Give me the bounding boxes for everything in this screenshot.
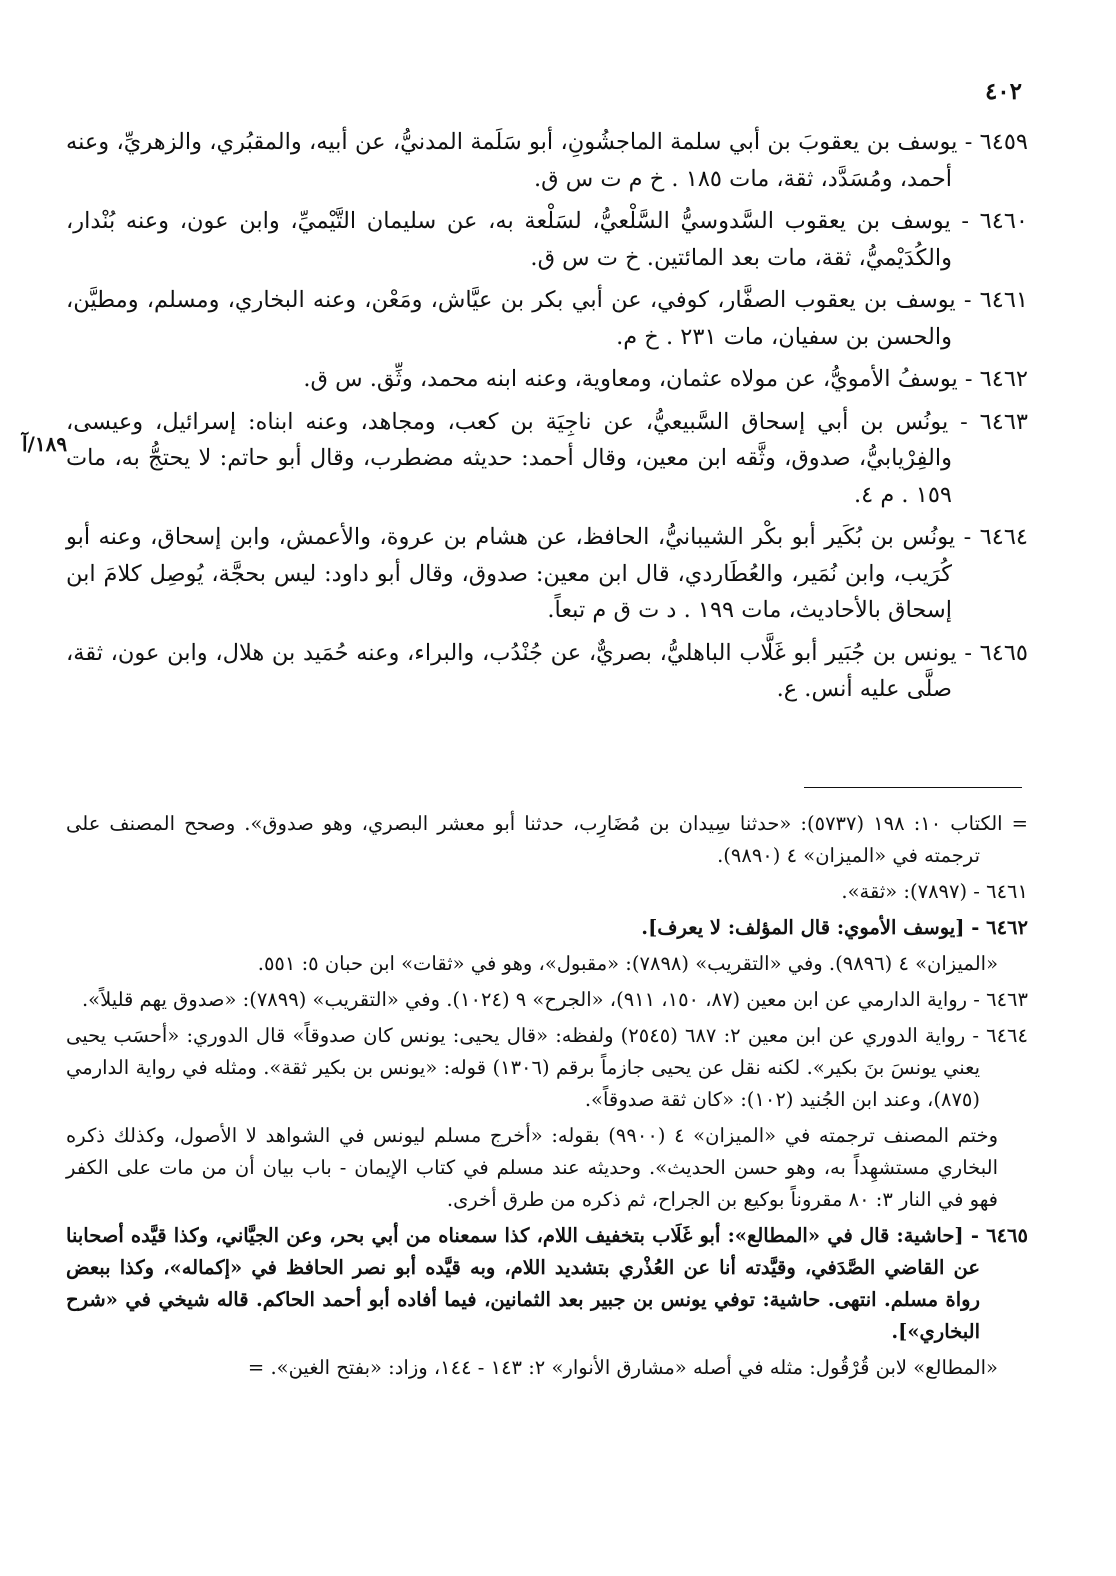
footnote-6462: ٦٤٦٢ - [يوسف الأموي: قال المؤلف: لا يعرف]. [641, 916, 1028, 939]
footnote-continued: = الكتاب ١٠: ١٩٨ (٥٧٣٧): «حدثنا سِيدان بن مُضَارِب، حدثنا أبو معشر البصري، وهو صدوق». وصحح المصنف على ترجمته في «الميزان» ٤ (٩٨٩٠). [66, 812, 1028, 867]
footnote-6465: ٦٤٦٥ - [حاشية: قال في «المطالع»: أبو غَلَاب بتخفيف اللام، كذا سمعناه من أبي بحر، وعن الجيَّاني، وكذا قيَّده أصحابنا عن القاضي الصَّدَفي، وقيَّدته أنا عن العُذْري بتشديد اللام، وبه قيَّده أبو نصر الحافظ في «إكماله»، وكذا ببعض رواة مسلم. انتهى. حاشية: توفي يونس بن جبير بعد الثمانين، فيما أفاده أبو أحمد الحاكم. قاله شيخي في «شرح البخاري»]. [66, 1224, 1028, 1343]
entry-6461: ٦٤٦١ - يوسف بن يعقوب الصفَّار، كوفي، عن أبي بكر بن عيَّاش، ومَعْن، وعنه البخاري، ومسلم، ومطيَّن، والحسن بن سفيان، مات ٢٣١ . خ م. [66, 287, 1028, 350]
entry-6462: ٦٤٦٢ - يوسفُ الأمويُّ، عن مولاه عثمان، ومعاوية، وعنه ابنه محمد، وثِّق. س ق. [303, 366, 1028, 392]
footnote-6463: ٦٤٦٣ - رواية الدارمي عن ابن معين (٨٧، ١٥٠، ٩١١)، «الجرح» ٩ (١٠٢٤). وفي «التقريب» (٧٨٩٩): «صدوق يهم قليلاً». [81, 988, 1028, 1011]
footnote-6464-continued: وختم المصنف ترجمته في «الميزان» ٤ (٩٩٠٠) بقوله: «أخرج مسلم ليونس في الشواهد لا الأصول، وكذلك ذكره البخاري مستشهِداً به، وهو حسن الحديث». وحديثه عند مسلم في كتاب الإيمان - باب بيان أن من مات على الكفر فهو في النار ٣: ٨٠ مقروناً بوكيع بن الجراح، ثم ذكره من طرق أخرى. [66, 1124, 998, 1211]
footnote-6461: ٦٤٦١ - (٧٨٩٧): «ثقة». [841, 880, 1028, 903]
footnote-6465-sources: «المطالع» لابن قُرْقُول: مثله في أصله «مشارق الأنوار» ٢: ١٤٣ - ١٤٤، وزاد: «بفتح الغين». = [247, 1356, 998, 1379]
footnote-6464: ٦٤٦٤ - رواية الدوري عن ابن معين ٢: ٦٨٧ (٢٥٤٥) ولفظه: «قال يحيى: يونس كان صدوقاً» قال الدوري: «أحسَب يحيى يعني يونسَ بنَ بكير». لكنه نقل عن يحيى جازماً برقم (١٣٠٦) قوله: «يونس بن بكير ثقة». ومثله في رواية الدارمي (٨٧٥)، وعند ابن الجُنيد (١٠٢): «كان ثقة صدوقاً». [66, 1024, 1028, 1111]
footnote-6462-sources: «الميزان» ٤ (٩٨٩٦). وفي «التقريب» (٧٨٩٨): «مقبول»، وهو في «ثقات» ابن حبان ٥: ٥٥١. [257, 952, 998, 975]
footnotes [66, 808, 1028, 1388]
entry-6459: ٦٤٥٩ - يوسف بن يعقوبَ بن أبي سلمة الماجشُونِ، أبو سَلَمة المدنيُّ، عن أبيه، والمقبُري، والزهريِّ، وعنه أحمد، ومُسَدَّد، ثقة، مات ١٨٥ . خ م ت س ق. [66, 129, 1028, 192]
main-text [66, 124, 1028, 714]
entry-6464: ٦٤٦٤ - يونُس بن بُكَير أبو بكْر الشيبانيُّ، الحافظ، عن هشام بن عروة، والأعمش، وابن إسحاق، وعنه أبو كُرَيب، وابن نُمَير، والعُطَاردي، قال ابن معين: صدوق، وقال أبو داود: ليس بحجَّة، يُوصِل كلامَ ابن إسحاق بالأحاديث، مات ١٩٩ . د ت ق م تبعاً. [66, 524, 1028, 623]
manuscript-folio-reference: ١٨٩/آ [22, 432, 68, 456]
entry-6463: ٦٤٦٣ - يونُس بن أبي إسحاق السَّبيعيُّ، عن ناجِيَة بن كعب، ومجاهد، وعنه ابناه: إسرائيل، وعيسى، والفِرْيابيُّ، صدوق، وثَّقه ابن معين، وقال أحمد: حديثه مضطرب، وقال أبو حاتم: لا يحتجُّ به، مات ١٥٩ . م ٤. [66, 408, 1028, 508]
entry-6460: ٦٤٦٠ - يوسف بن يعقوب السَّدوسيُّ السَّلْعيُّ، لسَلْعة به، عن سليمان التَّيْميِّ، وابن عون، وعنه بُنْدار، والكُدَيْميُّ، ثقة، مات بعد المائتين. خ ت س ق. [66, 208, 1028, 271]
page-number: ٤٠٢ [984, 78, 1022, 105]
footnote-separator [804, 787, 1022, 788]
entry-6465: ٦٤٦٥ - يونس بن جُبَير أبو غَلَّاب الباهليُّ، بصريٌّ، عن جُنْدُب، والبراء، وعنه حُمَيد بن هلال، وابن عون، ثقة، صلَّى عليه أنس. ع. [66, 639, 1028, 702]
